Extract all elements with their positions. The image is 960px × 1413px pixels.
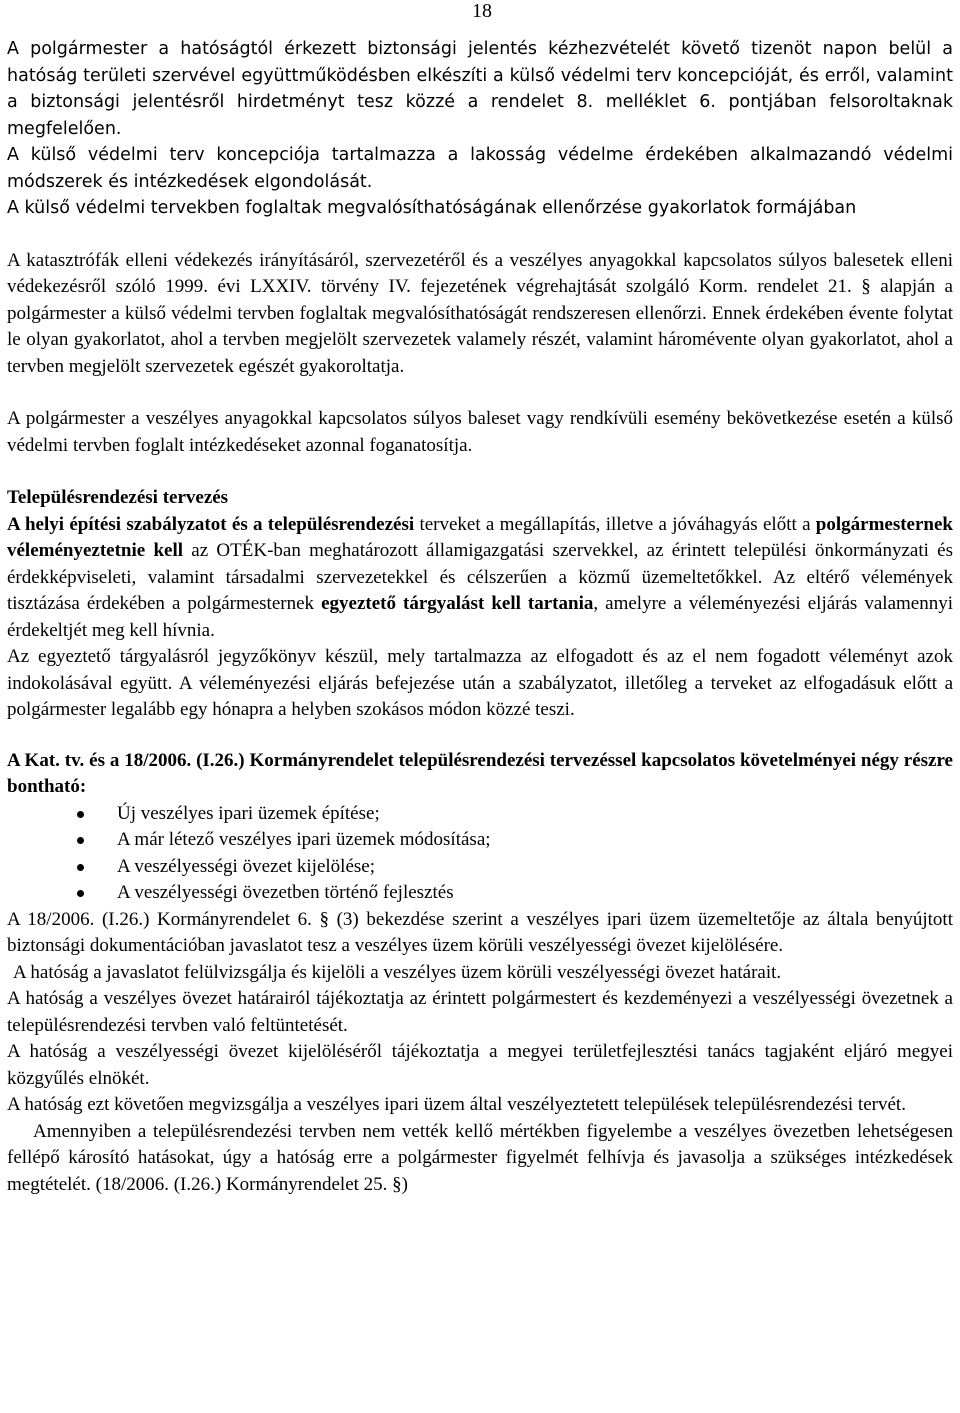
section-heading-requirements: A Kat. tv. és a 18/2006. (I.26.) Kormányrendelet településrendezési tervezéssel kapcsolatos követelményei négy részre bontható: [7,749,953,797]
paragraph-operator-proposal: A 18/2006. (I.26.) Kormányrendelet 6. § (3) bekezdése szerint a veszélyes ipari üzem üzemeltetője az általa benyújtott biztonsági dokumentációban javaslatot tesz a veszélyes üzem körüli veszélyességi övezet kijelölésére. [7,908,953,956]
requirements-list [7,801,953,907]
paragraph-authority-examines-plan: A hatóság ezt követően megvizsgálja a veszélyes ipari üzem által veszélyeztetett települések településrendezési tervét. [7,1094,906,1115]
list-item-text: Új veszélyes ipari üzemek építése; [117,802,380,824]
document-page [7,0,953,1198]
bold-text: egyeztető tárgyalást kell tartania [321,593,594,614]
bullet-icon [77,837,84,844]
text-run: az OTÉK-ban meghatározott államigazgatási szervekkel, az érintett települési önkormányzati és érdekképviseleti, valamint társadalmi szervezetekkel és célszerűen a közmű üzemeltetőkkel. Az eltérő vélemények tisztázása érdekében a polgármesternek [7,540,953,614]
paragraph-concept-contents: A külső védelmi terv koncepciója tartalmazza a lakosság védelme érdekében alkalmazandó védelmi módszerek és intézkedések elgondolását. [7,145,953,192]
paragraph-mayor-concept: A polgármester a hatóságtól érkezett biztonsági jelentés kézhezvételét követő tizenöt napon belül a hatóság területi szervével együttműködésben elkészíti a külső védelmi terv koncepcióját, és erről, valamint a biztonsági jelentésről hirdetményt tesz közzé a rendelet 8. melléklet 6. pontjában felsoroltaknak megfelelően. [7,39,953,139]
list-item-text: A már létező veszélyes ipari üzemek módosítása; [117,829,491,850]
list-item [7,880,953,907]
bullet-icon [77,890,84,897]
list-item-text: A veszélyességi övezet kijelölése; [117,855,375,877]
paragraph-authority-review: A hatóság a javaslatot felülvizsgálja és kijelöli a veszélyes üzem körüli veszélyességi övezet határait. [13,961,782,983]
bullet-icon [77,864,84,871]
paragraph-exercise-rules: A katasztrófák elleni védekezés irányításáról, szervezetéről és a veszélyes anyagokkal kapcsolatos súlyos balesetek elleni védekezésről szóló 1999. évi LXXIV. törvény IV. fejezetének végrehajtását szolgáló Korm. rendelet 21. § alapján a polgármester a külső védelmi tervben foglaltak megvalósíthatóságát rendszeresen ellenőrzi. Ennek érdekében évente folytat le olyan gyakorlatot, ahol a tervben megjelölt szervezetek valamely részét, valamint háromévente olyan gyakorlatot, ahol a tervben megjelölt szervezetek egészét gyakoroltatja. [7,249,953,377]
section-heading-urban-planning: Településrendezési tervezés [7,487,229,508]
page-number: 18 [472,0,492,22]
paragraph-authority-recommendation: Amennyiben a településrendezési tervben nem vették kellő mértékben figyelembe a veszélyes övezetben lehetségesen fellépő károsító hatásokat, úgy a hatóság erre a polgármester figyelmét felhívja és javasolja a szükséges intézkedések megtételét. (18/2006. (I.26.) Kormányrendelet 25. §) [7,1120,953,1195]
paragraph-minutes: Az egyeztető tárgyalásról jegyzőkönyv készül, mely tartalmazza az elfogadott és az el nem fogadott véleményt azok indokolásával együtt. A véleményezési eljárás befejezése után a szabályzatot, illetőleg a terveket az elfogadásuk előtt a polgármester legalább egy hónapra a helyben szokásos módon közzé teszi. [7,646,953,720]
paragraph-emergency-measures: A polgármester a veszélyes anyagokkal kapcsolatos súlyos baleset vagy rendkívüli esemény bekövetkezése esetén a külső védelmi tervben foglalt intézkedéseket azonnal foganatosítja. [7,408,953,456]
list-item [7,827,953,854]
paragraph-authority-notifies-council: A hatóság a veszélyességi övezet kijelöléséről tájékoztatja a megyei területfejlesztési tanács tagjaként eljáró megyei közgyűlés elnökét. [7,1041,953,1089]
text-run: , amelyre a véleményezési eljárás valamennyi érdekeltjét meg kell hívnia. [7,593,953,641]
paragraph-authority-notifies-mayor: A hatóság a veszélyes övezet határairól tájékoztatja az érintett polgármestert és kezdeményezi a veszélyességi övezetnek a településrendezési tervben való feltüntetését. [7,988,953,1036]
list-item-text: A veszélyességi övezetben történő fejlesztés [117,882,454,903]
text-run: terveket a megállapítás, illetve a jóváhagyás előtt a [414,513,816,535]
bullet-icon [77,811,84,818]
paragraph-feasibility-check: A külső védelmi tervekben foglaltak megvalósíthatóságának ellenőrzése gyakorlatok formájában [7,198,857,218]
bold-text: polgármesternek véleményeztetnie kell [7,513,953,561]
paragraph-planning-consultation [7,512,953,645]
bold-text: A helyi építési szabályzatot és a településrendezési [7,513,415,535]
list-item [7,801,953,828]
list-item [7,854,953,881]
